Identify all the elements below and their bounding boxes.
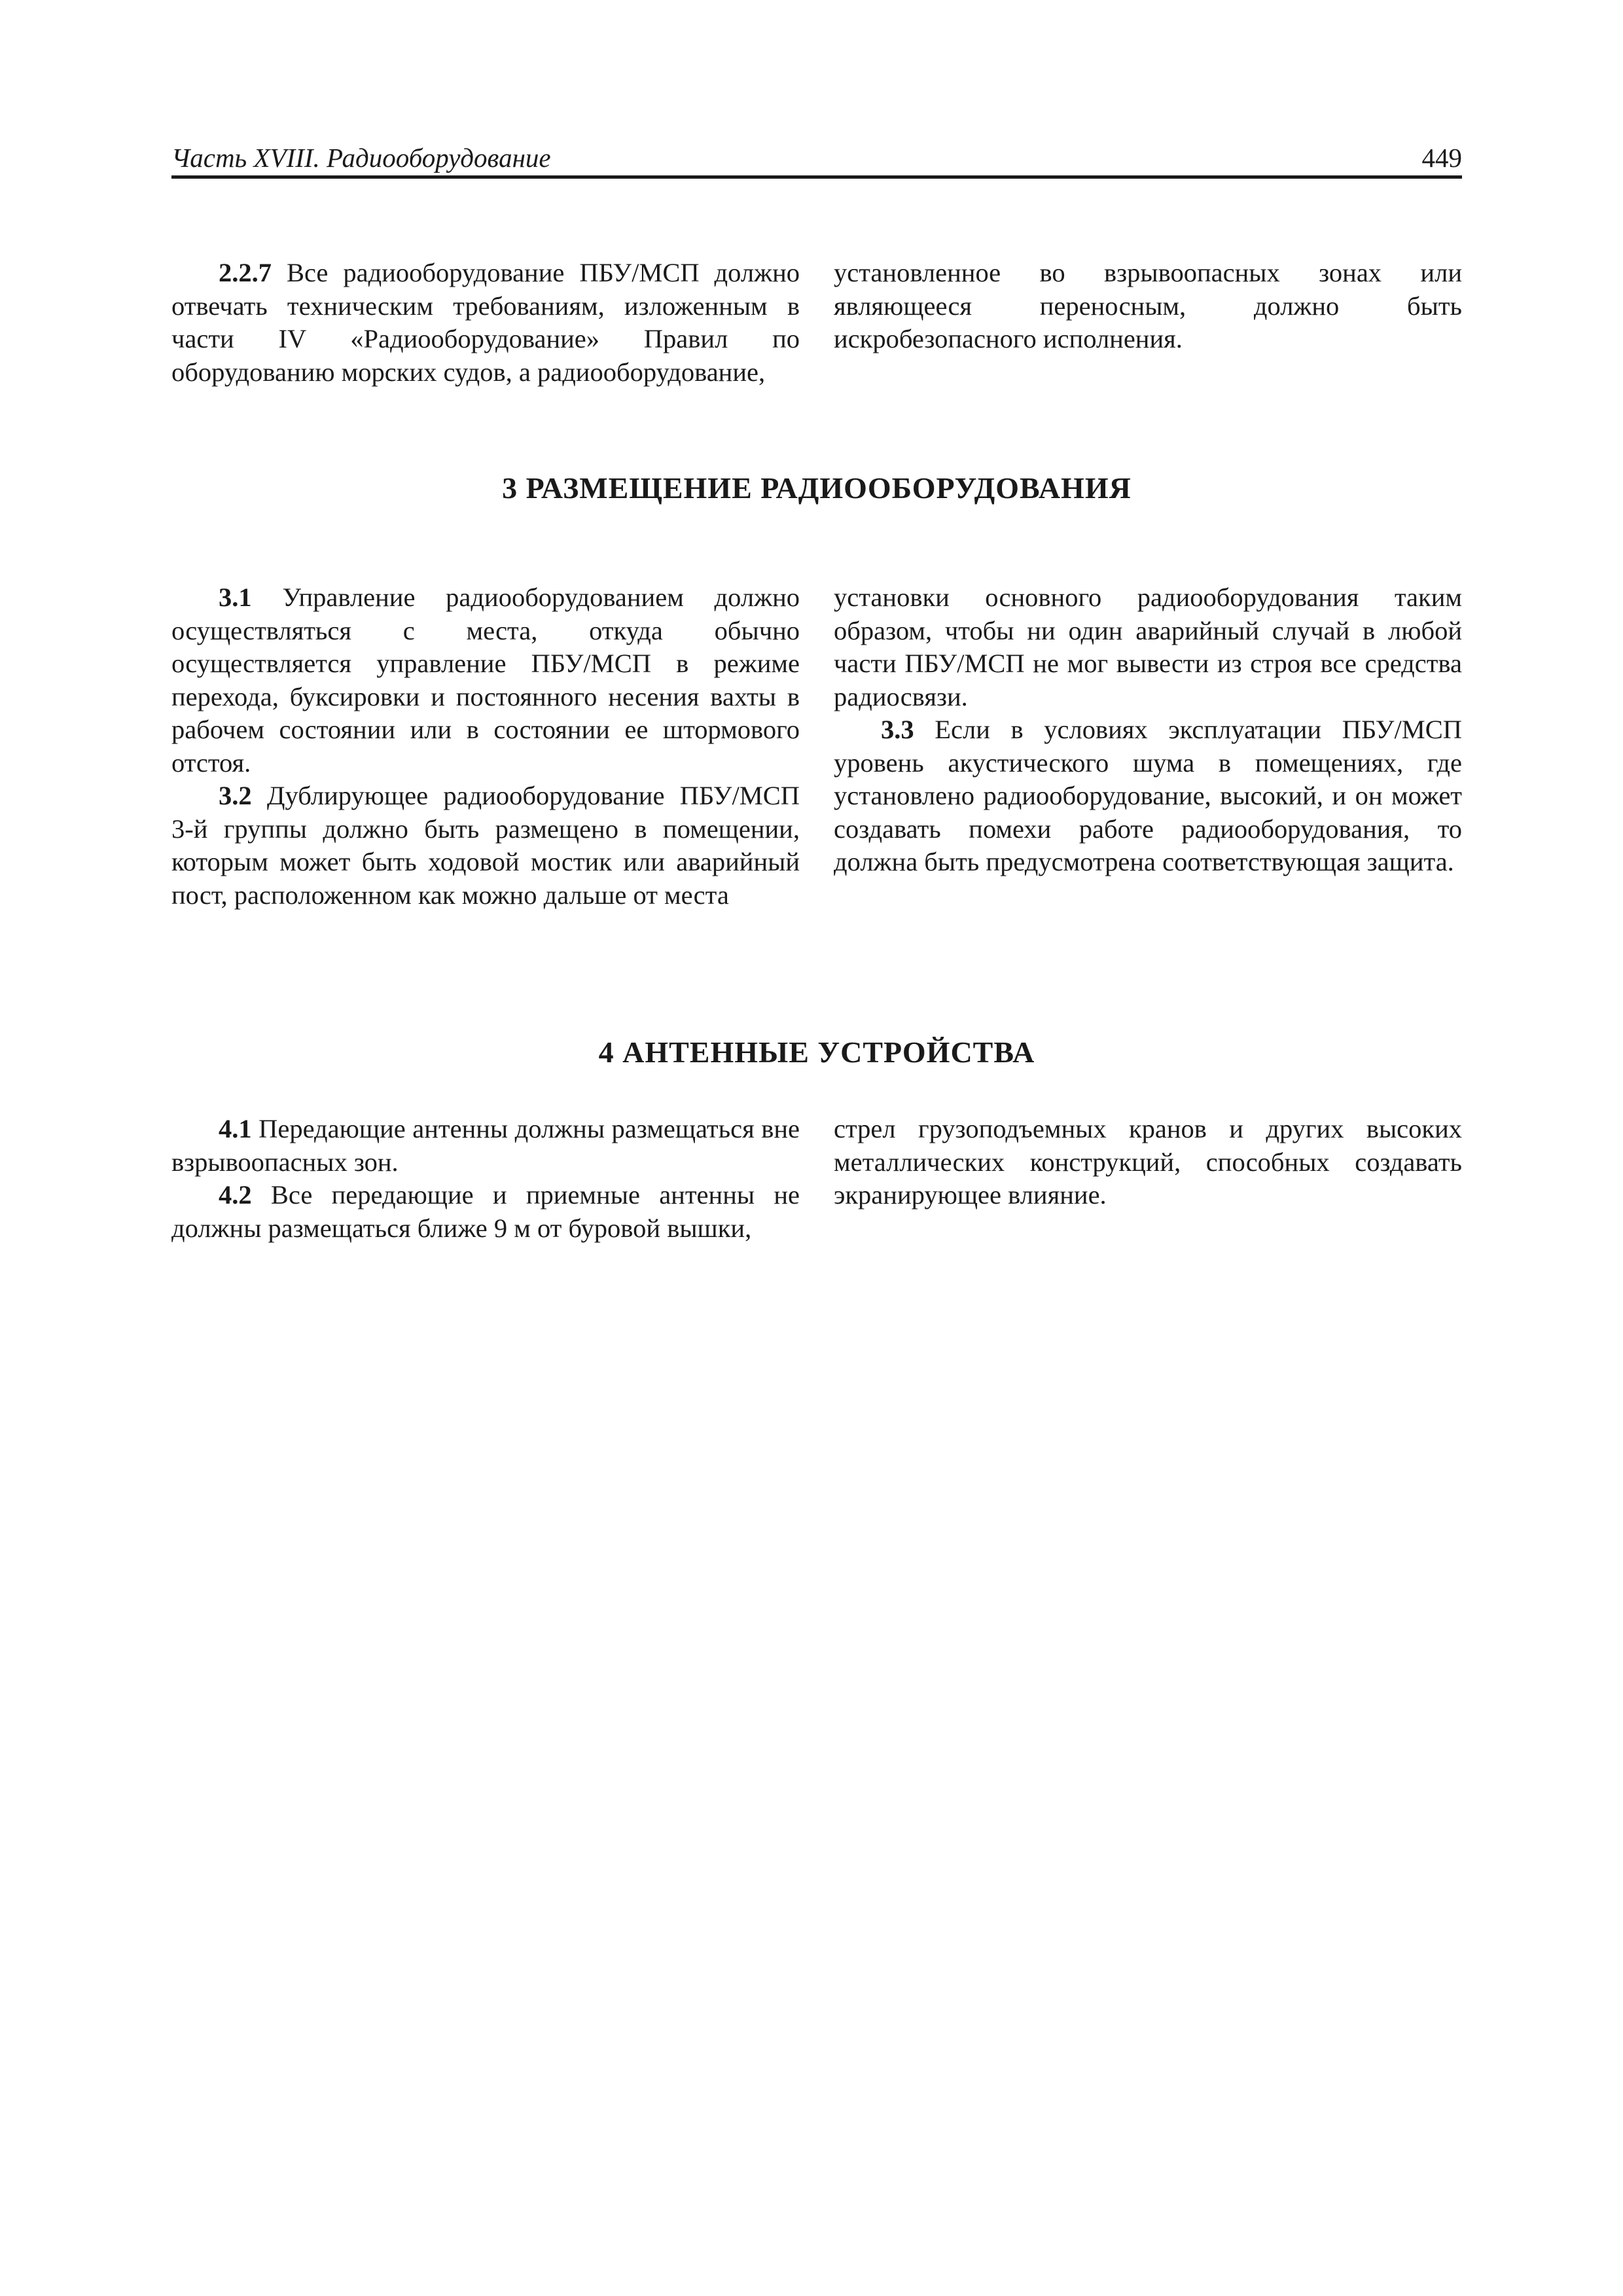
running-header (171, 139, 1462, 178)
paragraph-text: Все передающие и приемные антенны не должны размещаться ближе 9 м от буровой вышки, (171, 1180, 800, 1243)
paragraph-text: Управление радиооборудованием должно осуществляться с места, откуда обычно осуществляется управление ПБУ/МСП в режиме перехода, буксировки и постоянного несения вахты в рабочем состоянии или в состоянии ее штормового отстоя. (171, 583, 800, 778)
section-3-body (171, 581, 1462, 922)
block-2-2-7-right-column (834, 257, 1462, 356)
paragraph-4-2 (171, 1179, 800, 1245)
paragraph-4-1 (171, 1113, 800, 1179)
section-4-left-column (171, 1113, 800, 1245)
paragraph-2-2-7 (171, 257, 800, 389)
section-4-body (171, 1113, 1462, 1257)
section-4-heading: 4 АНТЕННЫЕ УСТРОЙСТВА (598, 1035, 1035, 1069)
paragraph-number: 4.2 (219, 1180, 252, 1210)
paragraph-number: 3.1 (219, 583, 252, 612)
section-3-right-column (834, 581, 1462, 879)
paragraph-3-1 (171, 581, 800, 780)
paragraph-2-2-7-continued: установленное во взрывоопасных зонах или являющееся переносным, должно быть искробезопасного исполнения. (834, 258, 1462, 353)
paragraph-text: Если в условиях эксплуатации ПБУ/МСП уровень акустического шума в помещениях, где установлено радиооборудование, высокий, и он может создавать помехи работе радиооборудования, то должна быть предусмотрена соответствующая защита. (834, 715, 1462, 876)
paragraph-number: 2.2.7 (219, 258, 272, 287)
paragraph-3-2 (171, 780, 800, 912)
paragraph-number: 3.3 (881, 715, 914, 744)
page-number: 449 (1421, 143, 1462, 173)
paragraph-text: Все радиооборудование ПБУ/МСП должно отвечать техническим требованиям, изложенным в части IV «Радиооборудование» Правил по оборудованию морских судов, а радиооборудование, (171, 258, 800, 387)
paragraph-number: 4.1 (219, 1114, 252, 1143)
paragraph-3-3 (834, 713, 1462, 879)
header-rule (171, 175, 1462, 179)
section-3-heading: 3 РАЗМЕЩЕНИЕ РАДИООБОРУДОВАНИЯ (502, 471, 1132, 505)
paragraph-number: 3.2 (219, 781, 252, 810)
section-3-left-column (171, 581, 800, 912)
paragraph-text: Дублирующее радиооборудование ПБУ/МСП 3-й группы должно быть размещено в помещении, которым может быть ходовой мостик или аварийный пост, расположенном как можно дальше от места (171, 781, 800, 910)
paragraph-4-2-continued: стрел грузоподъемных кранов и других высоких металлических конструкций, способных создавать экранирующее влияние. (834, 1114, 1462, 1210)
paragraph-text: Передающие антенны должны размещаться вне взрывоопасных зон. (171, 1114, 800, 1177)
header-title: Часть XVIII. Радиооборудование (171, 143, 551, 173)
section-4-right-column (834, 1113, 1462, 1212)
paragraph-3-2-continued: установки основного радиооборудования таким образом, чтобы ни один аварийный случай в любой части ПБУ/МСП не мог вывести из строя все средства радиосвязи. (834, 583, 1462, 711)
block-2-2-7-left-column (171, 257, 800, 389)
block-2-2-7 (171, 257, 1462, 401)
